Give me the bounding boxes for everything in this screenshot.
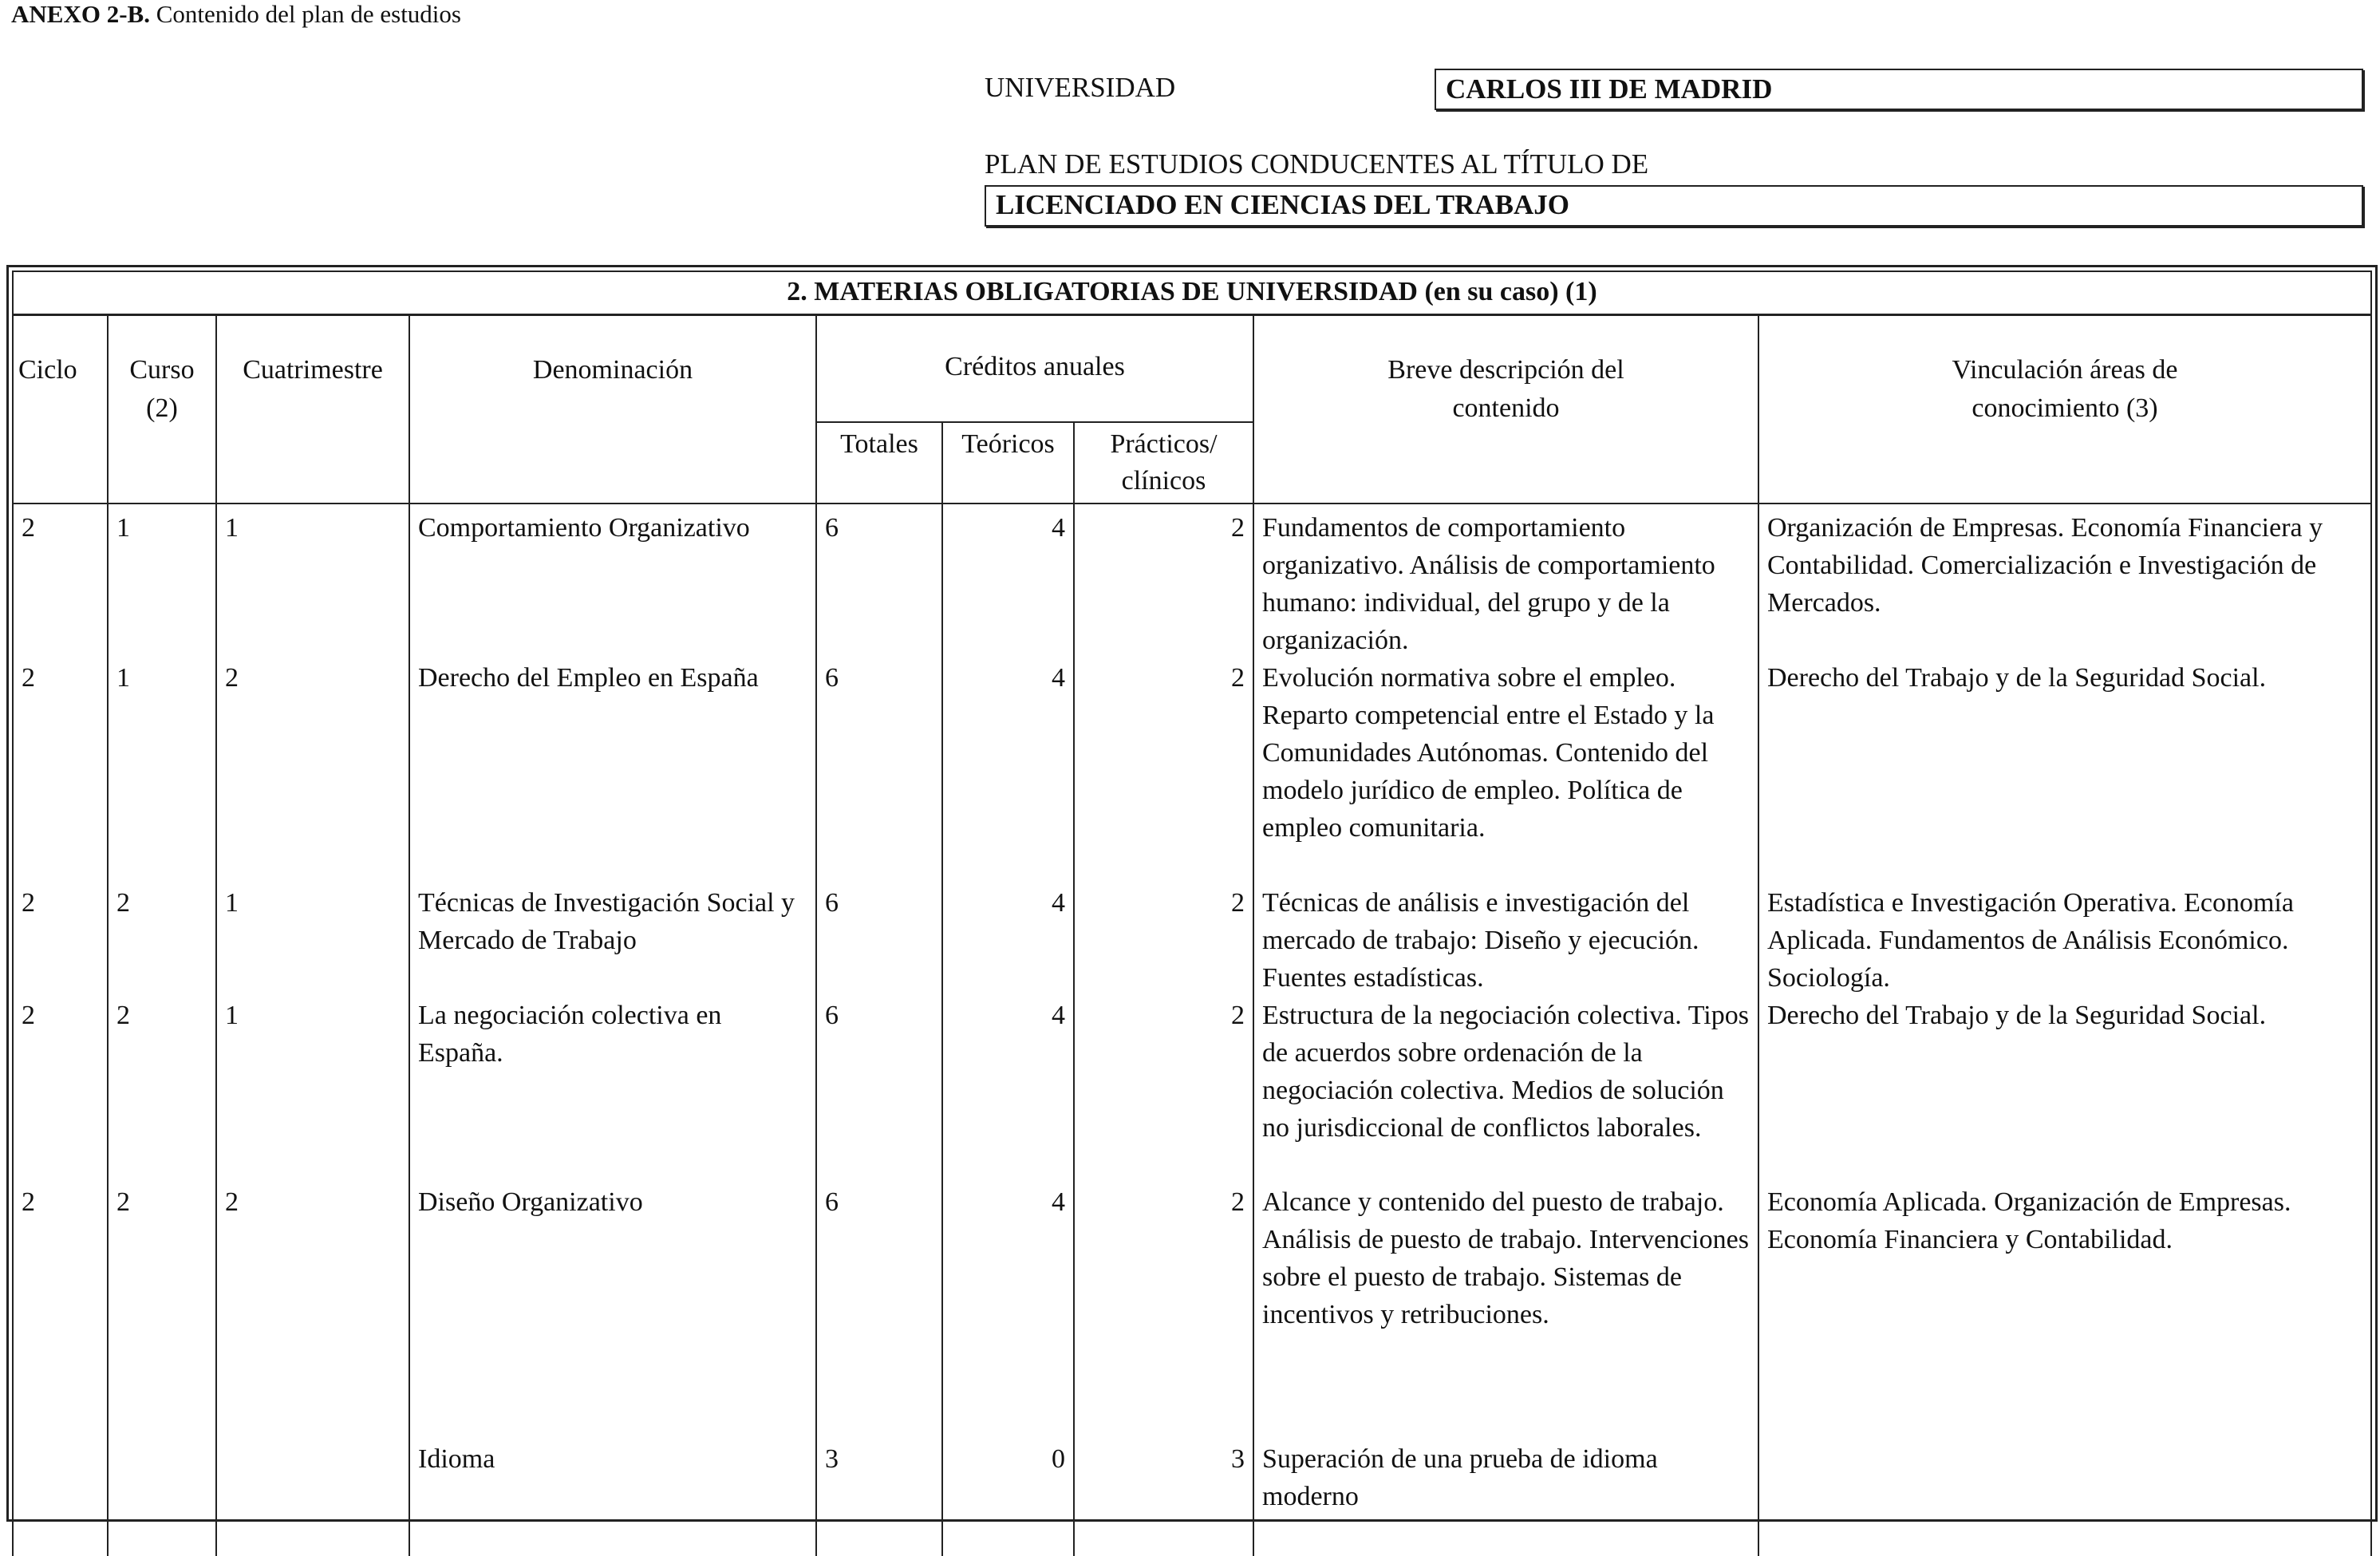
cell-practicos: 2 — [1074, 659, 1253, 884]
cell-teoricos: 4 — [942, 884, 1074, 997]
cell-totales: 6 — [816, 884, 942, 997]
cell-practicos: 2 — [1074, 504, 1253, 659]
col-header-ciclo: Ciclo — [13, 315, 108, 504]
cell-denominacion: La negociación colectiva en España. — [409, 997, 816, 1183]
subjects-table — [12, 271, 2372, 1556]
cell-cuatrimestre: 1 — [216, 884, 409, 997]
table-row — [13, 1183, 2371, 1408]
cell-curso: 1 — [108, 504, 216, 659]
cell-ciclo: 2 — [13, 659, 108, 884]
university-label: UNIVERSIDAD — [985, 72, 1176, 103]
plan-label: PLAN DE ESTUDIOS CONDUCENTES AL TÍTULO DE — [985, 148, 1649, 180]
cell-curso — [108, 1408, 216, 1556]
cell-ciclo: 2 — [13, 504, 108, 659]
cell-practicos: 2 — [1074, 884, 1253, 997]
cell-totales: 6 — [816, 659, 942, 884]
cell-teoricos: 4 — [942, 1183, 1074, 1408]
annex-heading — [11, 0, 461, 29]
col-header-denominacion: Denominación — [409, 315, 816, 504]
cell-curso: 2 — [108, 997, 216, 1183]
cell-teoricos: 4 — [942, 997, 1074, 1183]
cell-vinculacion: Economía Aplicada. Organización de Empresas. Economía Financiera y Contabilidad. — [1758, 1183, 2371, 1408]
cell-ciclo: 2 — [13, 997, 108, 1183]
cell-descripcion: Técnicas de análisis e investigación del mercado de trabajo: Diseño y ejecución. Fuentes estadísticas. — [1253, 884, 1758, 997]
cell-descripcion: Estructura de la negociación colectiva. Tipos de acuerdos sobre ordenación de la negociación colectiva. Medios de solución no jurisdiccional de conflictos laborales. — [1253, 997, 1758, 1183]
cell-cuatrimestre: 1 — [216, 504, 409, 659]
cell-vinculacion — [1758, 1408, 2371, 1556]
col-header-curso: Curso (2) — [108, 315, 216, 504]
cell-descripcion: Fundamentos de comportamiento organizativo. Análisis de comportamiento humano: individual, del grupo y de la organización. — [1253, 504, 1758, 659]
col-header-creditos: Créditos anuales — [816, 315, 1253, 423]
cell-totales: 3 — [816, 1408, 942, 1556]
annex-number: ANEXO 2-B. — [11, 0, 150, 28]
cell-denominacion: Comportamiento Organizativo — [409, 504, 816, 659]
table-row — [13, 504, 2371, 659]
cell-vinculacion: Derecho del Trabajo y de la Seguridad Social. — [1758, 997, 2371, 1183]
cell-vinculacion: Organización de Empresas. Economía Financiera y Contabilidad. Comercialización e Investigación de Mercados. — [1758, 504, 2371, 659]
cell-practicos: 3 — [1074, 1408, 1253, 1556]
subjects-table-frame — [6, 265, 2378, 1522]
col-header-vinculacion: Vinculación áreas de conocimiento (3) — [1758, 315, 2371, 504]
col-header-cuatrimestre: Cuatrimestre — [216, 315, 409, 504]
cell-teoricos: 4 — [942, 504, 1074, 659]
cell-descripcion: Alcance y contenido del puesto de trabajo. Análisis de puesto de trabajo. Intervenciones sobre el puesto de trabajo. Sistemas de incentivos y retribuciones. — [1253, 1183, 1758, 1408]
table-row — [13, 1408, 2371, 1556]
col-header-practicos: Prácticos/ clínicos — [1074, 422, 1253, 504]
cell-curso: 2 — [108, 1183, 216, 1408]
cell-totales: 6 — [816, 997, 942, 1183]
cell-cuatrimestre: 1 — [216, 997, 409, 1183]
cell-cuatrimestre: 2 — [216, 1183, 409, 1408]
cell-ciclo: 2 — [13, 1183, 108, 1408]
cell-ciclo — [13, 1408, 108, 1556]
cell-vinculacion: Estadística e Investigación Operativa. Economía Aplicada. Fundamentos de Análisis Económico. Sociología. — [1758, 884, 2371, 997]
degree-field: LICENCIADO EN CIENCIAS DEL TRABAJO — [985, 185, 2363, 227]
cell-curso: 2 — [108, 884, 216, 997]
cell-teoricos: 4 — [942, 659, 1074, 884]
annex-description: Contenido del plan de estudios — [149, 0, 461, 28]
cell-descripcion: Superación de una prueba de idioma moderno — [1253, 1408, 1758, 1556]
cell-denominacion: Diseño Organizativo — [409, 1183, 816, 1408]
table-title: 2. MATERIAS OBLIGATORIAS DE UNIVERSIDAD (en su caso) (1) — [13, 271, 2371, 315]
cell-practicos: 2 — [1074, 997, 1253, 1183]
cell-denominacion: Idioma — [409, 1408, 816, 1556]
cell-denominacion: Derecho del Empleo en España — [409, 659, 816, 884]
table-row — [13, 659, 2371, 884]
cell-descripcion: Evolución normativa sobre el empleo. Reparto competencial entre el Estado y la Comunidades Autónomas. Contenido del modelo jurídico de empleo. Política de empleo comunitaria. — [1253, 659, 1758, 884]
table-row — [13, 997, 2371, 1183]
cell-ciclo: 2 — [13, 884, 108, 997]
col-header-descripcion: Breve descripción del contenido — [1253, 315, 1758, 504]
col-header-totales: Totales — [816, 422, 942, 504]
cell-cuatrimestre — [216, 1408, 409, 1556]
cell-cuatrimestre: 2 — [216, 659, 409, 884]
cell-denominacion: Técnicas de Investigación Social y Mercado de Trabajo — [409, 884, 816, 997]
cell-totales: 6 — [816, 504, 942, 659]
university-field: CARLOS III DE MADRID — [1435, 69, 2363, 110]
cell-teoricos: 0 — [942, 1408, 1074, 1556]
cell-practicos: 2 — [1074, 1183, 1253, 1408]
table-row — [13, 884, 2371, 997]
cell-vinculacion: Derecho del Trabajo y de la Seguridad Social. — [1758, 659, 2371, 884]
cell-curso: 1 — [108, 659, 216, 884]
cell-totales: 6 — [816, 1183, 942, 1408]
col-header-teoricos: Teóricos — [942, 422, 1074, 504]
